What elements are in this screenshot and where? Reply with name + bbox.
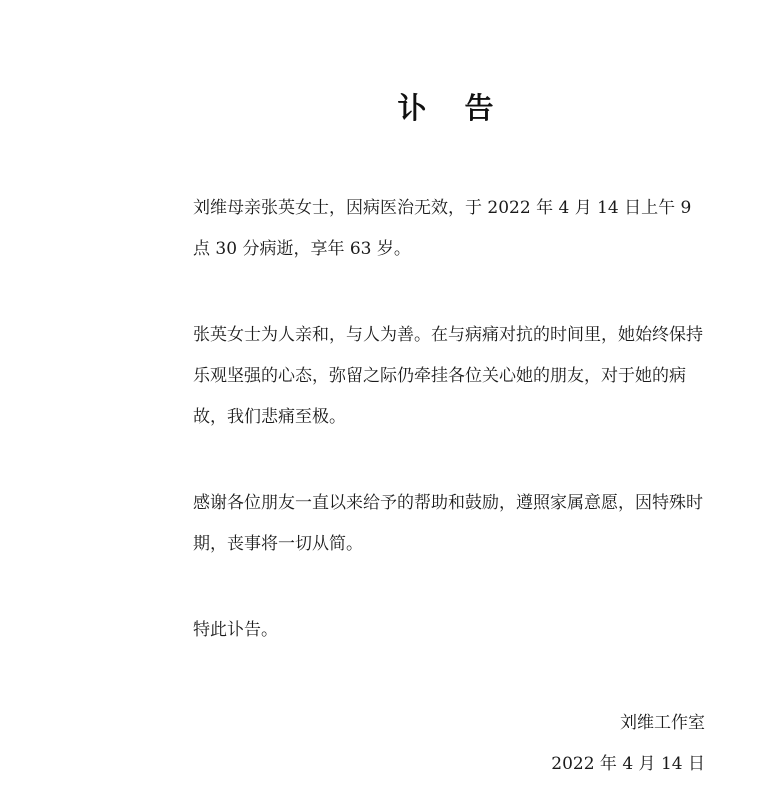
notice-body (193, 188, 713, 651)
paragraph-tribute: 张英女士为人亲和，与人为善。在与病痛对抗的时间里，她始终保持乐观坚强的心态，弥留之际仍牵挂各位关心她的朋友，对于她的病故，我们悲痛至极。 (193, 325, 703, 427)
paragraph-death-announcement: 刘维母亲张英女士，因病医治无效，于 2022 年 4 月 14 日上午 9 点 30 分病逝，享年 63 岁。 (193, 198, 692, 259)
signature-date: 2022 年 4 月 14 日 (551, 754, 705, 774)
paragraph-closing: 特此讣告。 (193, 620, 278, 640)
notice-title: 讣 告 (397, 91, 508, 125)
signature-block (551, 703, 705, 785)
paragraph-thanks: 感谢各位朋友一直以来给予的帮助和鼓励，遵照家属意愿，因特殊时期，丧事将一切从简。 (193, 493, 703, 554)
signature-organization: 刘维工作室 (620, 713, 705, 733)
